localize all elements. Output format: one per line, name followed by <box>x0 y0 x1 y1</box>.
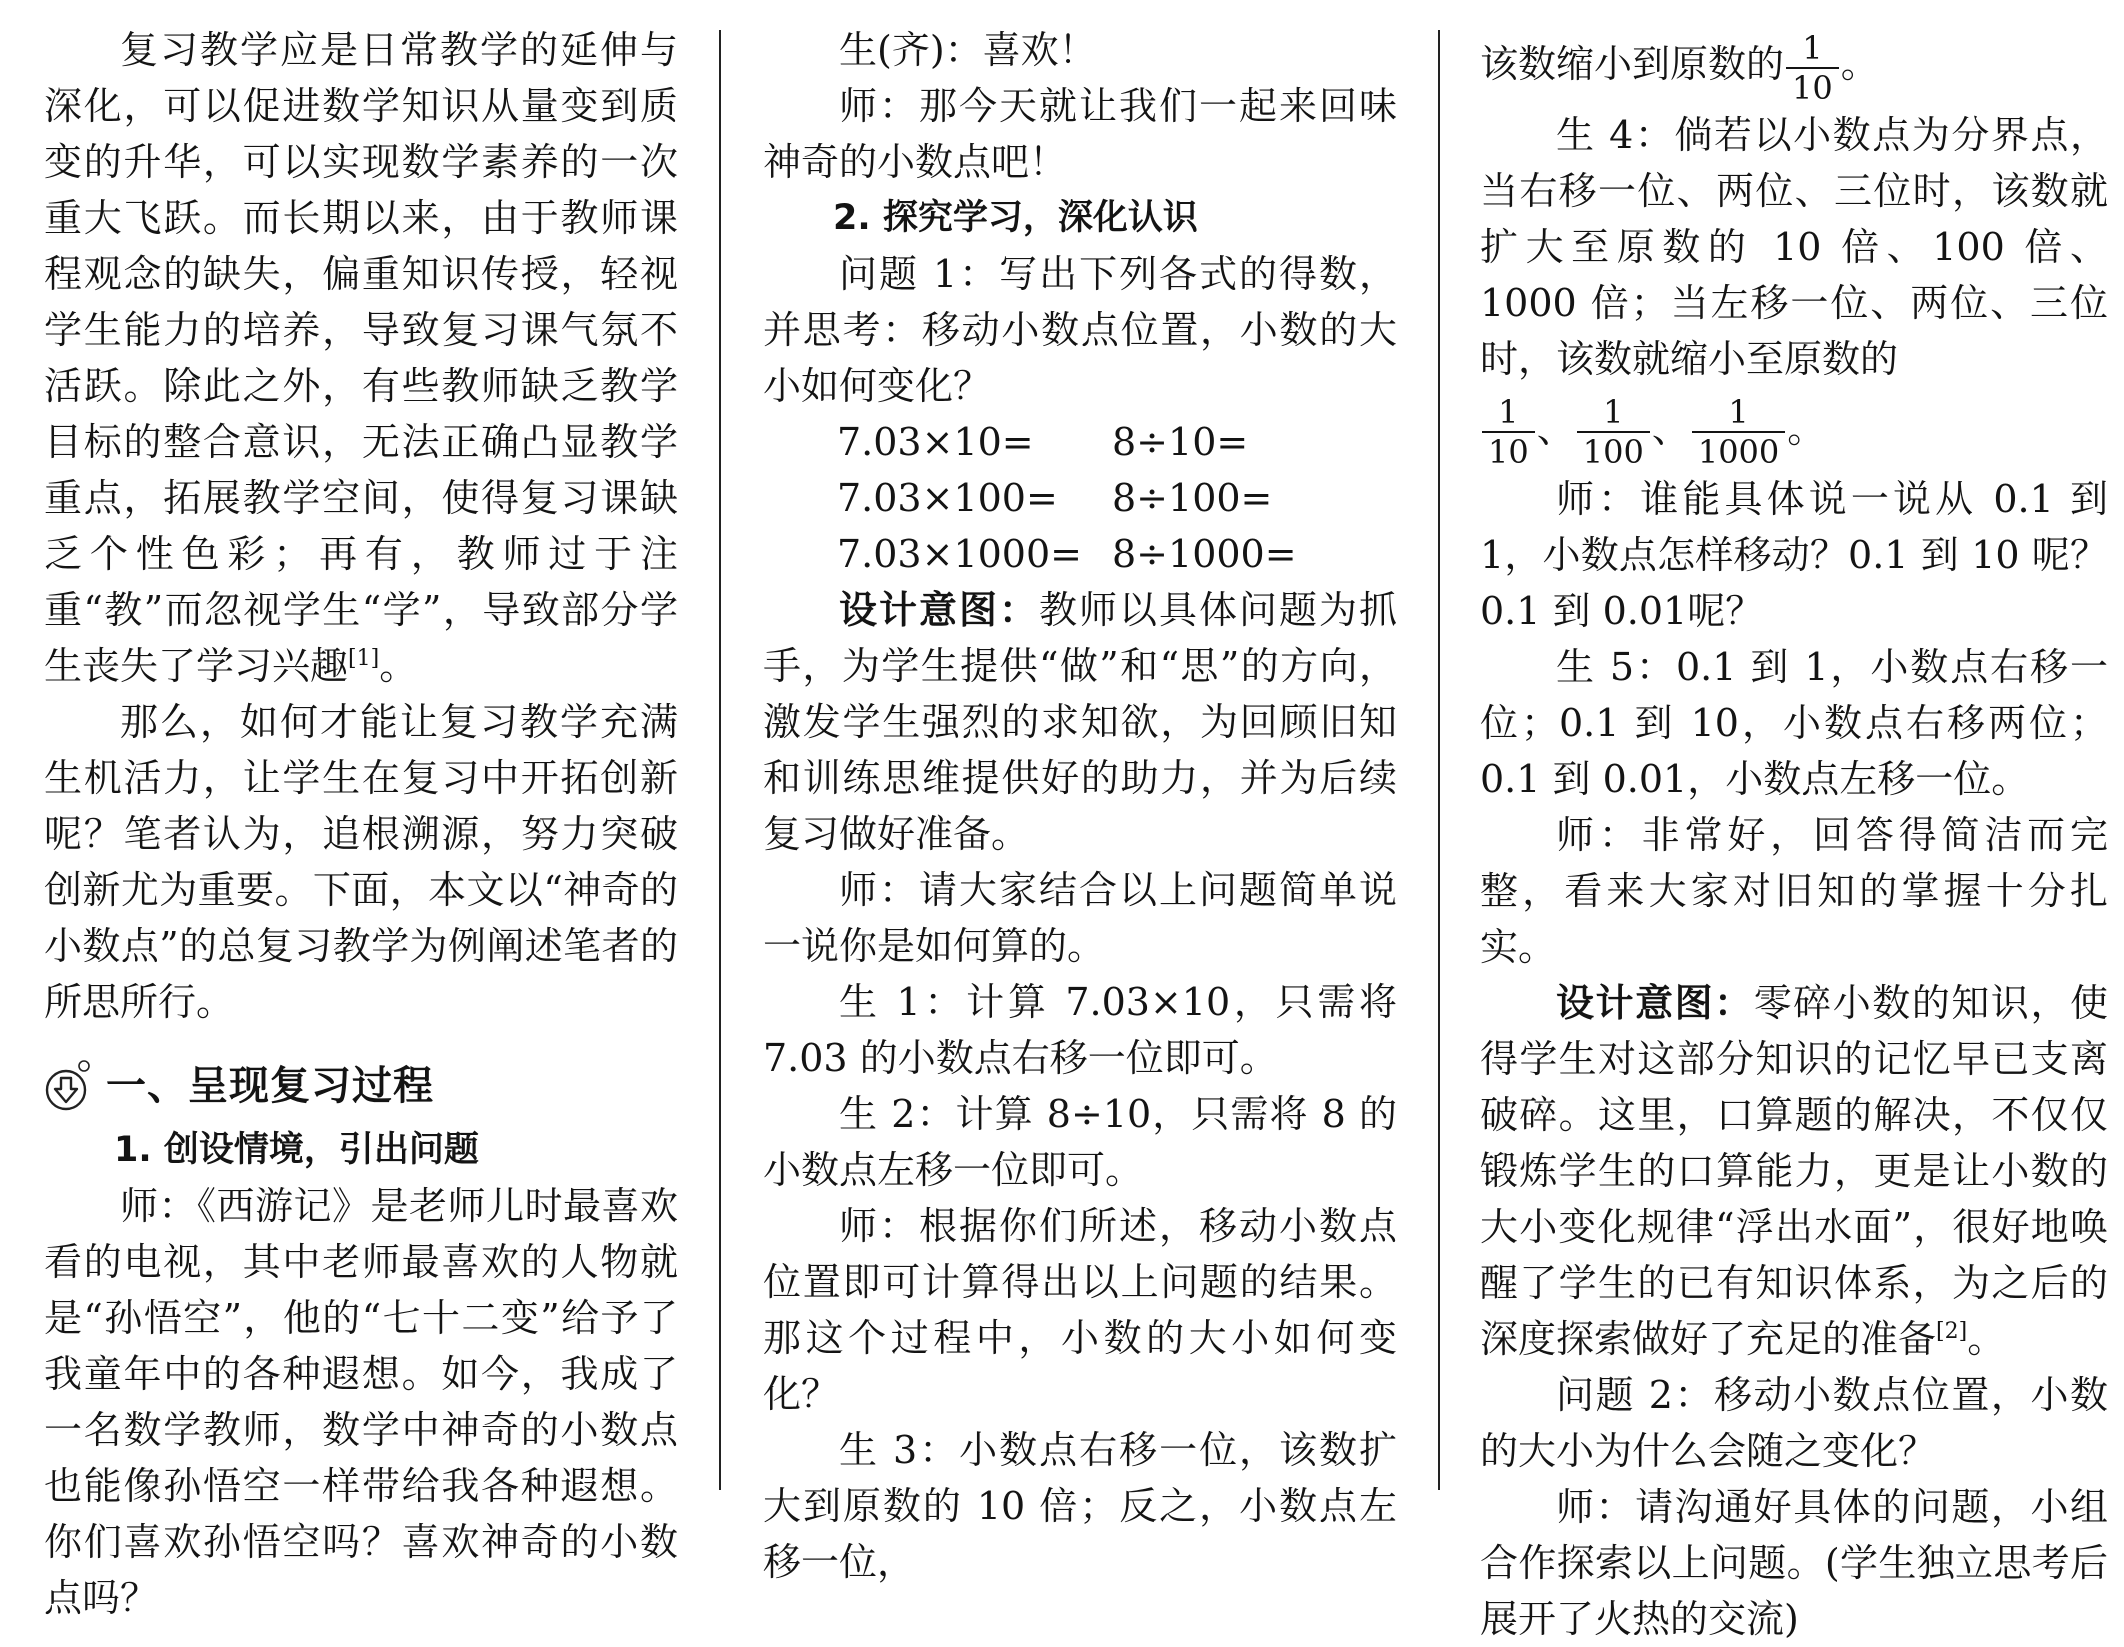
column-middle <box>763 22 1397 1590</box>
calc-item: 8÷1000= <box>1112 532 1297 576</box>
dialogue-line: 生 1：计算 7.03×10，只需将 7.03 的小数点右移一位即可。 <box>763 980 1397 1080</box>
column-left <box>44 22 678 1626</box>
dialogue-line: 师：请沟通好具体的问题，小组合作探索以上问题。(学生独立思考后展开了火热的交流) <box>1480 1485 2108 1641</box>
subsection-heading-1: 1. 创设情境，引出问题 <box>114 1130 479 1170</box>
question-2: 问题 2：移动小数点位置，小数的大小为什么会随之变化？ <box>1480 1373 2108 1473</box>
fraction: $\frac{1}{10}$ <box>1482 393 1535 471</box>
column-right <box>1480 22 2108 1647</box>
citation-ref-1: [1] <box>348 646 380 671</box>
calc-item: 7.03×100= <box>837 476 1058 520</box>
fraction-line: $\frac{1}{10}$ 、 $\frac{1}{100}$ 、 $\frac{1}{1000}$ 。 <box>1480 387 2108 472</box>
citation-ref-2: [2] <box>1936 1319 1968 1344</box>
calc-row <box>763 526 1397 582</box>
design-intent-label: 设计意图： <box>839 588 1039 632</box>
continued-line: 该数缩小到原数的 $\frac{1}{10}$ 。 <box>1480 28 1879 107</box>
dialogue-line: 师：非常好，回答得简洁而完整，看来大家对旧知的掌握十分扎实。 <box>1480 813 2108 969</box>
dialogue-line: 师：谁能具体说一说从 0.1 到 1，小数点怎样移动？0.1 到 10 呢？0.1 到 0.01呢？ <box>1480 477 2108 633</box>
design-intent-label: 设计意图： <box>1556 981 1754 1025</box>
design-intent-paragraph: 设计意图：零碎小数的知识，使得学生对这部分知识的记忆早已支离破碎。这里，口算题的解决，不仅仅锻炼学生的口算能力，更是让小数的大小变化规律“浮出水面”，很好地唤醒了学生的已有知识体系，为之后的深度探索做好了充足的准备[2]。 <box>1480 981 2108 1361</box>
section-title: 一、呈现复习过程 <box>106 1063 434 1109</box>
calc-item: 8÷10= <box>1112 420 1249 464</box>
intro-paragraph: 复习教学应是日常教学的延伸与深化，可以促进数学知识从量变到质变的升华，可以实现数学素养的一次重大飞跃。而长期以来，由于教师课程观念的缺失，偏重知识传授，轻视学生能力的培养，导致复习课气氛不活跃。除此之外，有些教师缺乏教学目标的整合意识，无法正确凸显教学重点，拓展教学空间，使得复习课缺乏个性色彩；再有，教师过于注重“教”而忽视学生“学”，导致部分学生丧失了学习兴趣[1]。 <box>44 28 678 688</box>
calc-item: 8÷100= <box>1112 476 1273 520</box>
calc-item: 7.03×10= <box>837 420 1034 464</box>
calc-row <box>763 414 1397 470</box>
column-divider-left <box>719 30 721 1490</box>
subsection-heading-2: 2. 探究学习，深化认识 <box>833 198 1198 238</box>
calc-row <box>763 470 1397 526</box>
fraction: $\frac{1}{1000}$ <box>1692 393 1785 471</box>
dialogue-line: 师：请大家结合以上问题简单说一说你是如何算的。 <box>763 868 1397 968</box>
dialogue-line: 生 5：0.1 到 1，小数点右移一位；0.1 到 10，小数点右移两位；0.1 到 0.01，小数点左移一位。 <box>1480 645 2108 801</box>
question-1: 问题 1：写出下列各式的得数，并思考：移动小数点位置，小数的大小如何变化？ <box>763 252 1397 408</box>
circle-down-arrow-icon <box>44 1060 96 1112</box>
calc-item: 7.03×1000= <box>837 532 1082 576</box>
dialogue-line: 生 4：倘若以小数点为分界点，当右移一位、两位、三位时，该数就扩大至原数的 10 倍、100 倍、1000 倍；当左移一位、两位、三位时，该数就缩小至原数的 <box>1480 112 2108 381</box>
dialogue-line: 生 2：计算 8÷10，只需将 8 的小数点左移一位即可。 <box>763 1092 1397 1192</box>
dialogue-line: 师：根据你们所述，移动小数点位置即可计算得出以上问题的结果。那这个过程中，小数的大小如何变化？ <box>763 1204 1397 1416</box>
section-heading <box>44 1050 678 1122</box>
dialogue-line: 生 3：小数点右移一位，该数扩大到原数的 10 倍；反之，小数点左移一位， <box>763 1428 1397 1584</box>
dialogue-line: 师：那今天就让我们一起来回味神奇的小数点吧！ <box>763 84 1397 184</box>
teacher-intro-paragraph: 师：《西游记》是老师儿时最喜欢看的电视，其中老师最喜欢的人物就是“孙悟空”，他的“七十二变”给予了我童年中的各种遐想。如今，我成了一名数学教师，数学中神奇的小数点也能像孙悟空一样带给我各种遐想。你们喜欢孙悟空吗？喜欢神奇的小数点吗？ <box>44 1184 678 1620</box>
intro-paragraph-2: 那么，如何才能让复习教学充满生机活力，让学生在复习中开拓创新呢？笔者认为，追根溯源，努力突破创新尤为重要。下面，本文以“神奇的小数点”的总复习教学为例阐述笔者的所思所行。 <box>44 700 678 1024</box>
dialogue-line: 生(齐)：喜欢！ <box>839 28 1097 72</box>
fraction: $\frac{1}{100}$ <box>1577 393 1650 471</box>
design-intent-paragraph: 设计意图：教师以具体问题为抓手，为学生提供“做”和“思”的方向，激发学生强烈的求知欲，为回顾旧知和训练思维提供好的助力，并为后续复习做好准备。 <box>763 588 1397 856</box>
fraction: $\frac{1}{10}$ <box>1786 29 1839 107</box>
column-divider-right <box>1438 30 1440 1490</box>
